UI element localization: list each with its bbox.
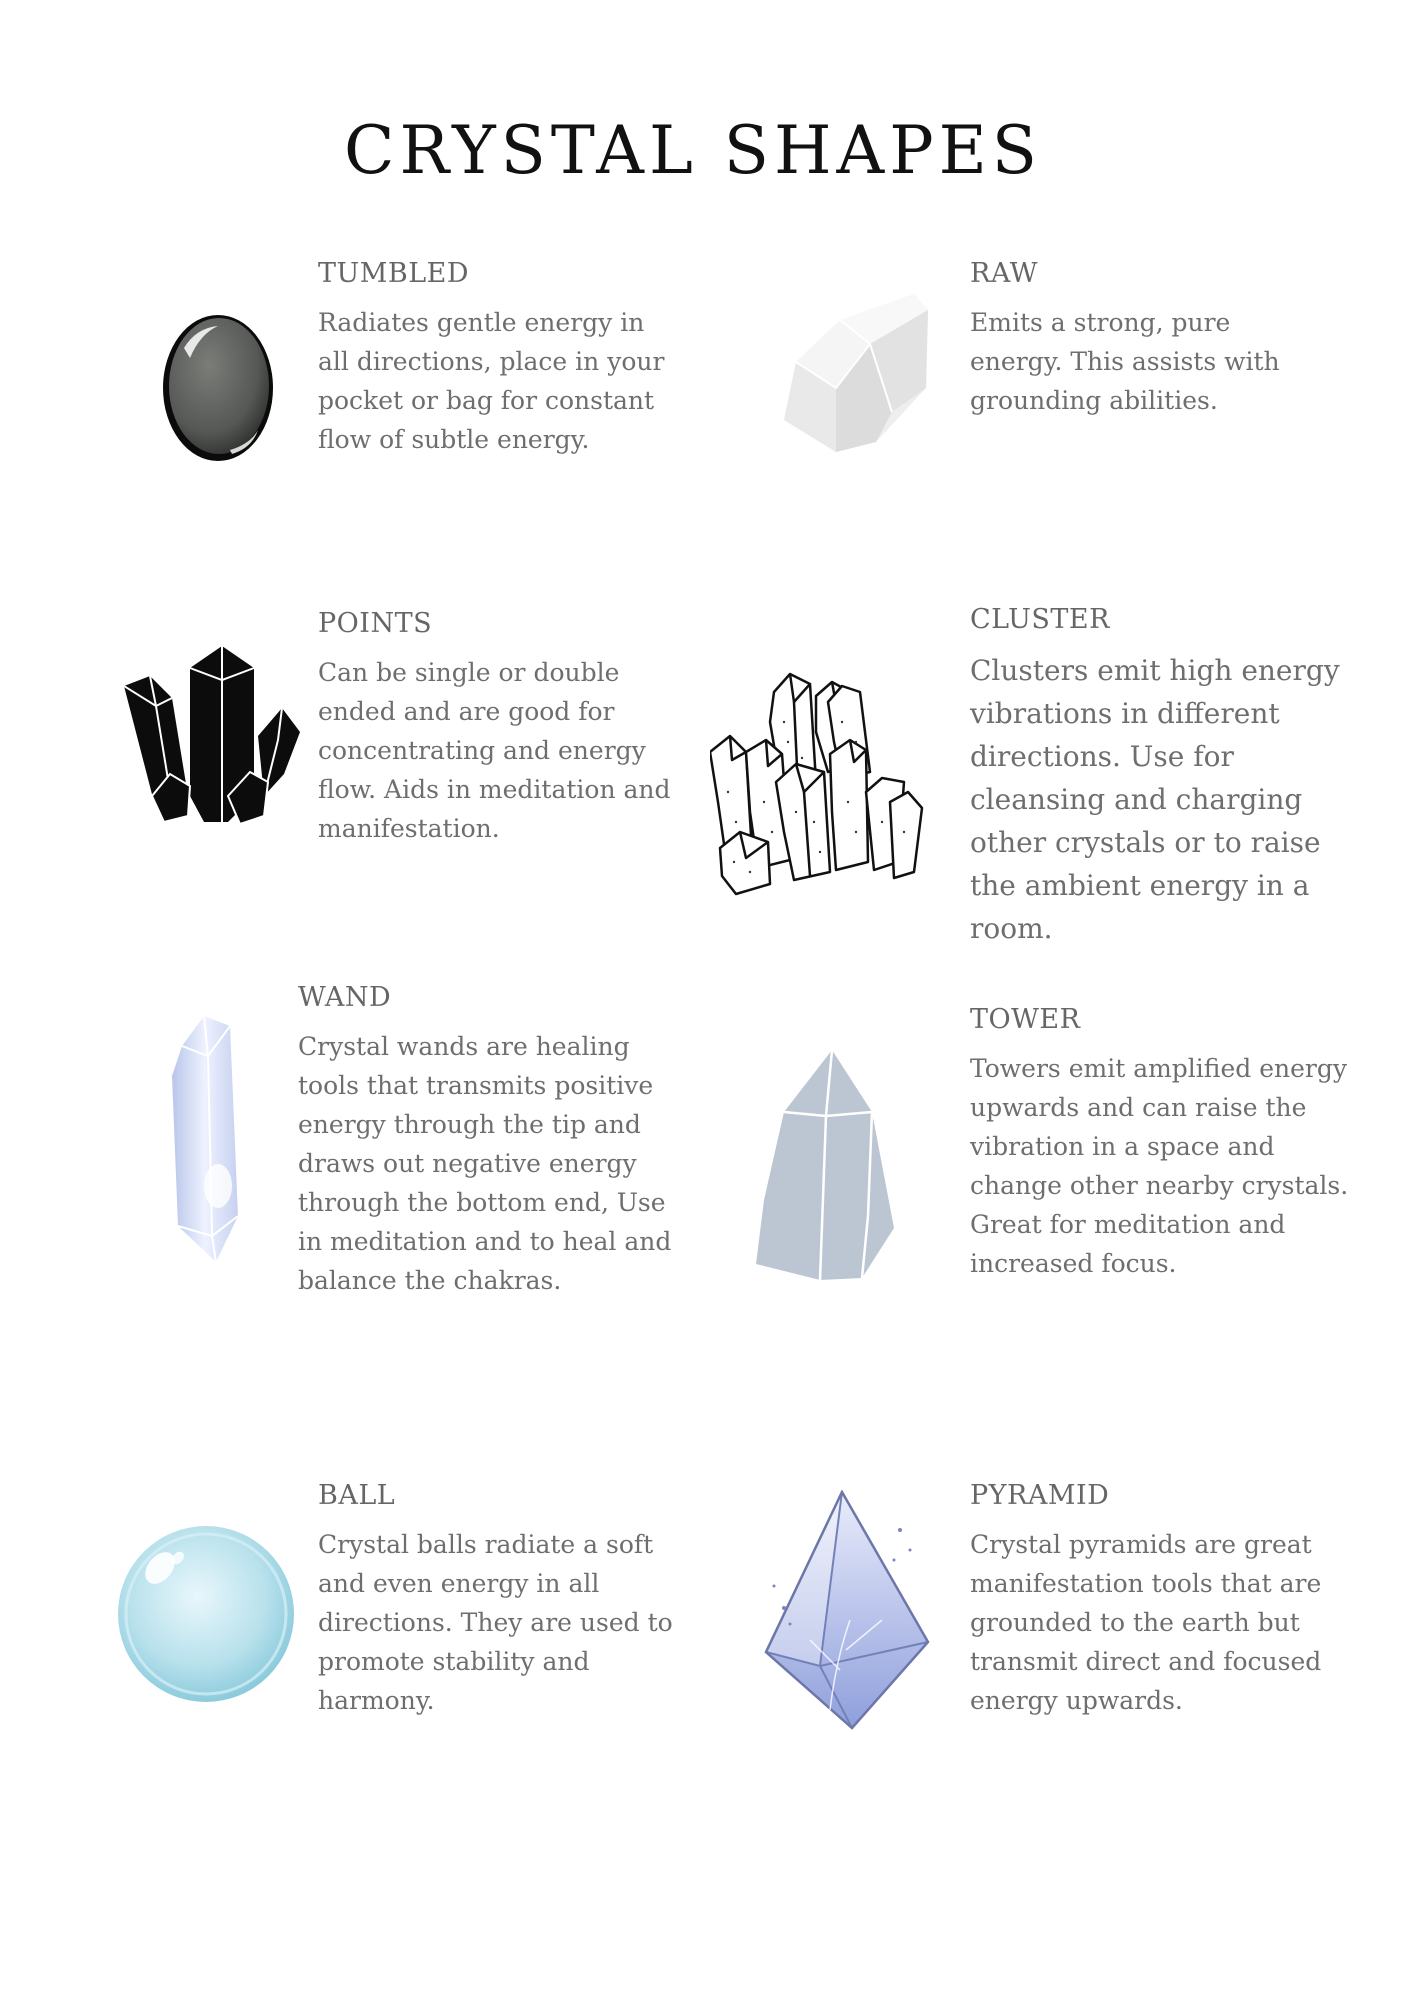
ball-heading: BALL <box>318 1480 396 1511</box>
crystal-wand-icon <box>168 1016 254 1264</box>
crystal-tower-icon <box>756 1050 898 1280</box>
ball-item <box>318 1480 698 1720</box>
cluster-description: Clusters emit high energy vibrations in different directions. Use for cleansing and charging other crystals or to raise the ambient energy in a room. <box>970 654 1340 945</box>
tumbled-description: Radiates gentle energy in all directions, place in your pocket or bag for constant flow of subtle energy. <box>318 308 665 454</box>
wand-heading: WAND <box>298 982 392 1013</box>
wand-item <box>298 982 678 1300</box>
crystal-pyramid-icon <box>760 1490 940 1730</box>
pyramid-description: Crystal pyramids are great manifestation tools that are grounded to the earth but transmit direct and focused energy upwards. <box>970 1530 1322 1715</box>
raw-item <box>970 258 1330 420</box>
crystal-points-icon <box>124 646 300 828</box>
wand-description: Crystal wands are healing tools that transmits positive energy through the tip and draws out negative energy through the bottom end, Use in meditation and to heal and balance the chakras. <box>298 1032 672 1295</box>
tumbled-heading: TUMBLED <box>318 258 470 289</box>
points-heading: POINTS <box>318 608 433 639</box>
raw-crystal-icon <box>776 292 932 456</box>
page-title: CRYSTAL SHAPES <box>343 112 1043 189</box>
raw-description: Emits a strong, pure energy. This assists with grounding abilities. <box>970 308 1280 415</box>
cluster-heading: CLUSTER <box>970 604 1110 635</box>
tower-item <box>970 1004 1350 1283</box>
tumbled-item <box>318 258 678 459</box>
points-item <box>318 608 688 848</box>
pyramid-item <box>970 1480 1350 1720</box>
crystal-cluster-icon <box>710 662 924 898</box>
tower-description: Towers emit amplified energy upwards and can raise the vibration in a space and change other nearby crystals. Great for meditation and increased focus. <box>970 1054 1349 1278</box>
cluster-item <box>970 604 1350 950</box>
tumbled-stone-icon <box>160 312 276 464</box>
tower-heading: TOWER <box>970 1004 1081 1035</box>
pyramid-heading: PYRAMID <box>970 1480 1110 1511</box>
points-description: Can be single or double ended and are good for concentrating and energy flow. Aids in meditation and manifestation. <box>318 658 671 843</box>
raw-heading: RAW <box>970 258 1038 289</box>
crystal-ball-icon <box>116 1524 296 1704</box>
ball-description: Crystal balls radiate a soft and even energy in all directions. They are used to promote stability and harmony. <box>318 1530 673 1715</box>
